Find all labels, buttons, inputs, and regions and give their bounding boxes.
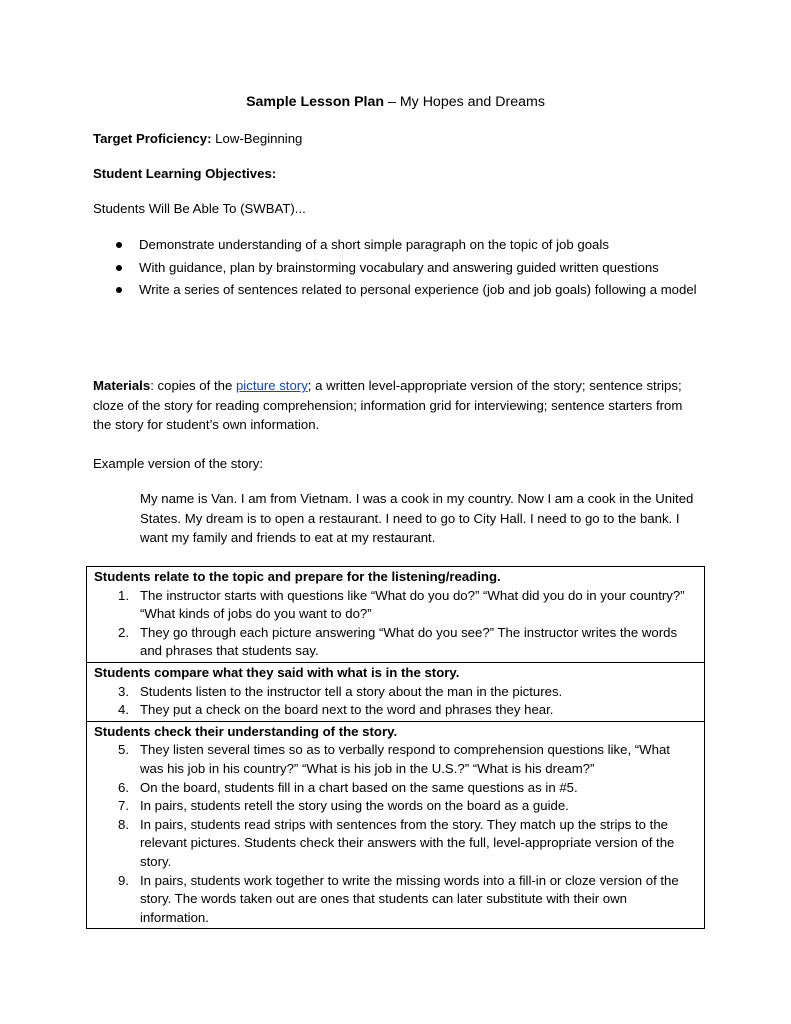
step-item: 7. In pairs, students retell the story using the words on the board as a guide.	[118, 798, 569, 814]
target-proficiency	[93, 129, 703, 149]
step-item: 9. In pairs, students work together to write the missing words into a fill-in or cloze version of the story. The words taken out are ones that students can later substitute with their own information.	[118, 872, 679, 925]
steps-list	[94, 683, 697, 720]
steps-list	[94, 741, 697, 927]
section-heading: Students compare what they said with what is in the story.	[94, 664, 460, 680]
section-row	[87, 721, 705, 929]
bullet-icon	[116, 287, 122, 293]
step-item: 2. They go through each picture answering “What do you see?” The instructor writes the words and phrases that students say.	[118, 624, 678, 659]
section-heading: Students check their understanding of the story.	[94, 723, 398, 739]
lesson-steps-table	[86, 566, 705, 929]
step-item: 4. They put a check on the board next to the word and phrases they hear.	[118, 702, 554, 718]
materials-label: Materials	[93, 378, 151, 393]
step-item: 8. In pairs, students read strips with sentences from the story. They match up the strips to the relevant pictures. Students check their answers with the full, level-appropriate version of the story.	[118, 816, 675, 869]
objective-item: With guidance, plan by brainstorming vocabulary and answering guided written questions	[93, 257, 703, 279]
document-title	[0, 94, 791, 110]
objective-item: Demonstrate understanding of a short simple paragraph on the topic of job goals	[93, 234, 703, 256]
objective-item: Write a series of sentences related to personal experience (job and job goals) following a model	[93, 279, 703, 301]
objectives-heading: Student Learning Objectives:	[93, 166, 277, 181]
step-item: 3. Students listen to the instructor tell a story about the man in the pictures.	[118, 683, 563, 699]
example-intro: Example version of the story:	[93, 456, 264, 471]
step-item: 5. They listen several times so as to verbally respond to comprehension questions like, “What was his job in his country?” “What is his job in the U.S.?” “What is his dream?”	[118, 742, 670, 776]
section-row	[87, 567, 705, 663]
section-row	[87, 662, 705, 721]
step-item: 6. On the board, students fill in a chart based on the same questions as in #5.	[118, 779, 578, 795]
proficiency-label: Target Proficiency:	[93, 131, 212, 146]
objectives-list	[93, 234, 703, 302]
title-bold: Sample Lesson Plan	[246, 94, 385, 110]
picture-story-link[interactable]: picture story	[235, 378, 308, 393]
section-heading: Students relate to the topic and prepare for the listening/reading.	[94, 569, 501, 584]
bullet-icon	[116, 242, 122, 248]
bullet-icon	[116, 265, 122, 271]
materials-paragraph: Materials: copies of the picture story; a written level-appropriate version of the story; sentence strips; cloze of the story for reading comprehension; information grid for interviewing; sentence starters from the story for student’s own information.	[93, 378, 683, 432]
proficiency-value: Low-Beginning	[211, 131, 303, 146]
example-story: My name is Van. I am from Vietnam. I was a cook in my country. Now I am a cook in the United States. My dream is to open a restaurant. I need to go to City Hall. I need to go to the bank. I want my family and friends to eat at my restaurant.	[140, 491, 694, 545]
title-rest: – My Hopes and Dreams	[384, 94, 545, 110]
steps-list	[94, 587, 697, 661]
swbat-intro: Students Will Be Able To (SWBAT)...	[93, 201, 306, 216]
step-item: 1. The instructor starts with questions like “What do you do?” “What did you do in your country?” “What kinds of jobs do you want to do?”	[118, 587, 685, 622]
